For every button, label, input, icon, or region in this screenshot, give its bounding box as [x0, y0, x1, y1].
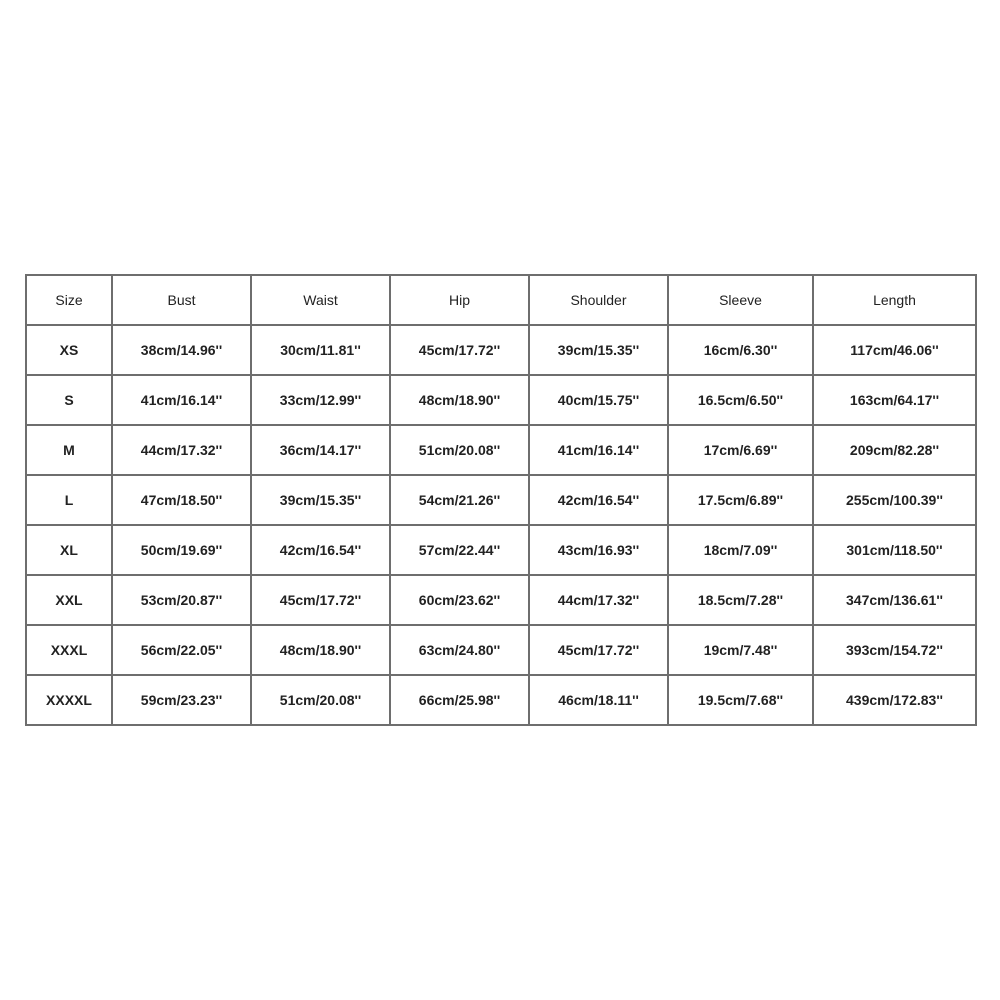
hip-cell: 51cm/20.08'' [391, 426, 528, 474]
header-length: Length [814, 276, 975, 324]
length-cell: 255cm/100.39'' [814, 476, 975, 524]
hip-cell: 45cm/17.72'' [391, 326, 528, 374]
size-cell: XXXXL [27, 676, 111, 724]
waist-cell: 30cm/11.81'' [252, 326, 389, 374]
shoulder-cell: 39cm/15.35'' [530, 326, 667, 374]
length-cell: 393cm/154.72'' [814, 626, 975, 674]
table-row [27, 476, 975, 524]
hip-cell: 66cm/25.98'' [391, 676, 528, 724]
header-bust: Bust [113, 276, 250, 324]
table-row [27, 676, 975, 724]
length-cell: 163cm/64.17'' [814, 376, 975, 424]
size-cell: XS [27, 326, 111, 374]
length-cell: 439cm/172.83'' [814, 676, 975, 724]
hip-cell: 60cm/23.62'' [391, 576, 528, 624]
table-row [27, 426, 975, 474]
hip-cell: 57cm/22.44'' [391, 526, 528, 574]
size-cell: M [27, 426, 111, 474]
bust-cell: 41cm/16.14'' [113, 376, 250, 424]
waist-cell: 33cm/12.99'' [252, 376, 389, 424]
bust-cell: 44cm/17.32'' [113, 426, 250, 474]
waist-cell: 51cm/20.08'' [252, 676, 389, 724]
length-cell: 117cm/46.06'' [814, 326, 975, 374]
shoulder-cell: 45cm/17.72'' [530, 626, 667, 674]
waist-cell: 39cm/15.35'' [252, 476, 389, 524]
sleeve-cell: 19.5cm/7.68'' [669, 676, 812, 724]
table-row [27, 626, 975, 674]
waist-cell: 48cm/18.90'' [252, 626, 389, 674]
sleeve-cell: 16cm/6.30'' [669, 326, 812, 374]
size-cell: XXL [27, 576, 111, 624]
size-cell: S [27, 376, 111, 424]
length-cell: 301cm/118.50'' [814, 526, 975, 574]
shoulder-cell: 42cm/16.54'' [530, 476, 667, 524]
bust-cell: 38cm/14.96'' [113, 326, 250, 374]
table-row [27, 326, 975, 374]
shoulder-cell: 46cm/18.11'' [530, 676, 667, 724]
sleeve-cell: 17.5cm/6.89'' [669, 476, 812, 524]
sleeve-cell: 17cm/6.69'' [669, 426, 812, 474]
waist-cell: 45cm/17.72'' [252, 576, 389, 624]
length-cell: 347cm/136.61'' [814, 576, 975, 624]
hip-cell: 54cm/21.26'' [391, 476, 528, 524]
size-chart-table [25, 274, 977, 726]
shoulder-cell: 41cm/16.14'' [530, 426, 667, 474]
table-header-row [27, 276, 975, 324]
bust-cell: 56cm/22.05'' [113, 626, 250, 674]
waist-cell: 42cm/16.54'' [252, 526, 389, 574]
sleeve-cell: 19cm/7.48'' [669, 626, 812, 674]
sleeve-cell: 16.5cm/6.50'' [669, 376, 812, 424]
bust-cell: 53cm/20.87'' [113, 576, 250, 624]
header-size: Size [27, 276, 111, 324]
hip-cell: 48cm/18.90'' [391, 376, 528, 424]
sleeve-cell: 18cm/7.09'' [669, 526, 812, 574]
bust-cell: 47cm/18.50'' [113, 476, 250, 524]
table-row [27, 526, 975, 574]
shoulder-cell: 40cm/15.75'' [530, 376, 667, 424]
table-row [27, 376, 975, 424]
sleeve-cell: 18.5cm/7.28'' [669, 576, 812, 624]
hip-cell: 63cm/24.80'' [391, 626, 528, 674]
header-waist: Waist [252, 276, 389, 324]
shoulder-cell: 43cm/16.93'' [530, 526, 667, 574]
shoulder-cell: 44cm/17.32'' [530, 576, 667, 624]
length-cell: 209cm/82.28'' [814, 426, 975, 474]
header-hip: Hip [391, 276, 528, 324]
bust-cell: 50cm/19.69'' [113, 526, 250, 574]
size-cell: XL [27, 526, 111, 574]
size-cell: XXXL [27, 626, 111, 674]
bust-cell: 59cm/23.23'' [113, 676, 250, 724]
waist-cell: 36cm/14.17'' [252, 426, 389, 474]
table-row [27, 576, 975, 624]
size-cell: L [27, 476, 111, 524]
header-shoulder: Shoulder [530, 276, 667, 324]
header-sleeve: Sleeve [669, 276, 812, 324]
